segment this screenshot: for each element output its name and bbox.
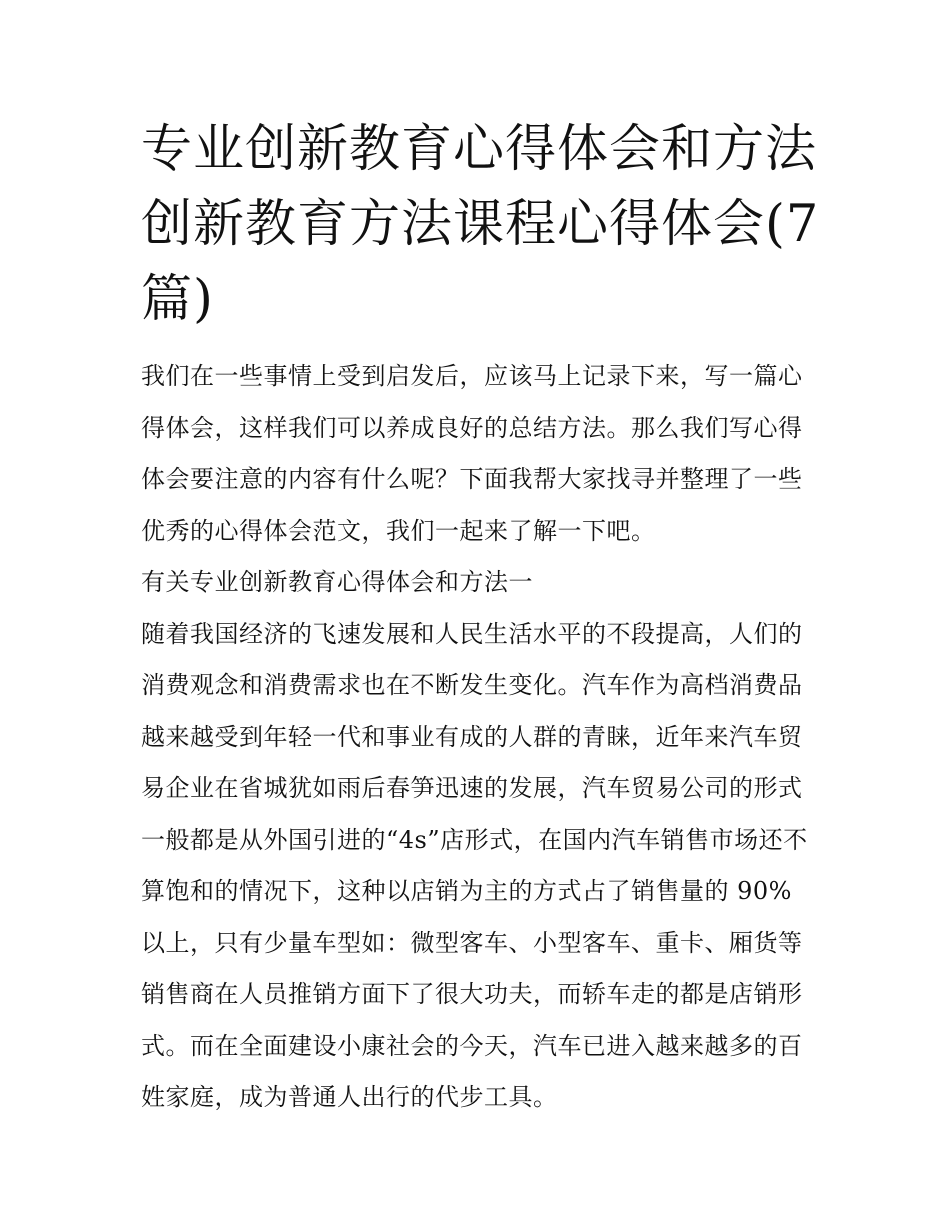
section-paragraph xyxy=(141,609,813,1124)
text-line: 随着我国经济的飞速发展和人民生活水平的不段提高，人们的 xyxy=(141,619,803,648)
text-line: 得体会，这样我们可以养成良好的总结方法。那么我们写心得 xyxy=(141,413,803,442)
text-line: 算饱和的情况下，这种以店销为主的方式占了销售量的 90% xyxy=(141,877,792,905)
text-line: 易企业在省城犹如雨后春笋迅速的发展，汽车贸易公司的形式 xyxy=(141,774,803,802)
document-title xyxy=(141,112,820,337)
section-heading xyxy=(141,557,813,609)
text-line: 消费观念和消费需求也在不断发生变化。汽车作为高档消费品 xyxy=(141,671,803,699)
document-body xyxy=(141,351,813,1124)
text-line: 一般都是从外国引进的“4s”店形式，在国内汽车销售市场还不 xyxy=(141,825,808,854)
text-line: 以上，只有少量车型如：微型客车、小型客车、重卡、厢货等 xyxy=(141,928,803,957)
title-line: 篇) xyxy=(141,270,214,329)
title-line: 创新教育方法课程心得体会(7 xyxy=(141,195,820,254)
text-line: 式。而在全面建设小康社会的今天，汽车已进入越来越多的百 xyxy=(141,1031,803,1060)
text-line: 姓家庭，成为普通人出行的代步工具。 xyxy=(141,1083,558,1111)
heading-text: 有关专业创新教育心得体会和方法一 xyxy=(141,568,533,596)
text-line: 销售商在人员推销方面下了很大功夫，而轿车走的都是店销形 xyxy=(141,980,803,1008)
text-line: 优秀的心得体会范文，我们一起来了解一下吧。 xyxy=(141,516,656,545)
text-line: 体会要注意的内容有什么呢？下面我帮大家找寻并整理了一些 xyxy=(141,465,803,493)
document-content xyxy=(141,112,820,1124)
text-line: 越来越受到年轻一代和事业有成的人群的青睐，近年来汽车贸 xyxy=(141,722,803,751)
title-line: 专业创新教育心得体会和方法 xyxy=(141,120,818,179)
intro-paragraph xyxy=(141,351,813,557)
text-line: 我们在一些事情上受到启发后，应该马上记录下来，写一篇心 xyxy=(141,362,803,390)
